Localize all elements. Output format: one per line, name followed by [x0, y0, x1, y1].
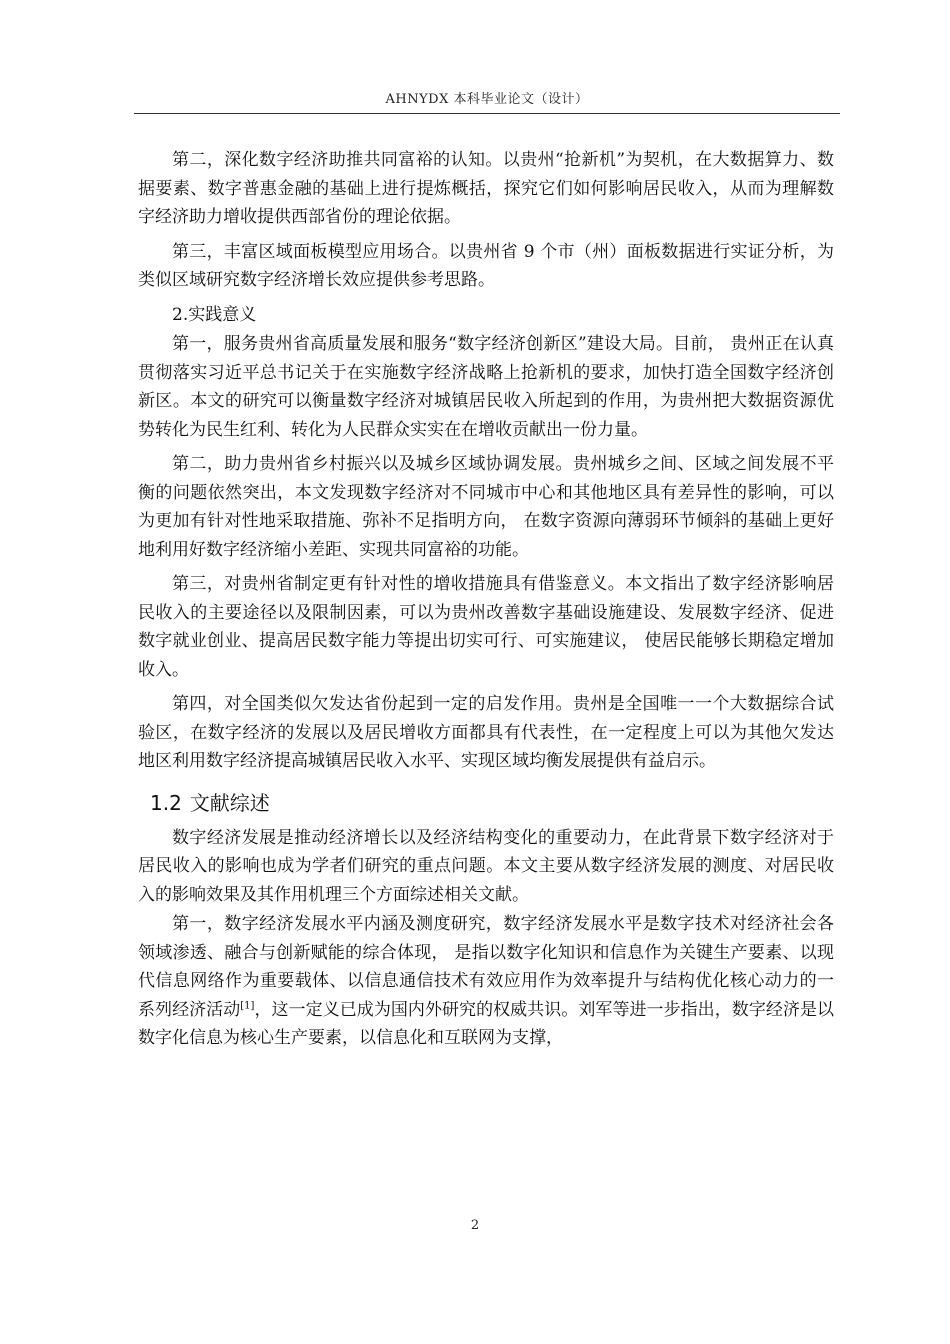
section-number: 1.2 [150, 790, 182, 815]
paragraph-practice-first: 第一，服务贵州省高质量发展和服务“数字经济创新区”建设大局。目前， 贵州正在认真贯彻落实习近平总书记关于在实施数字经济战略上抢新机的要求，加快打造全国数字经济创新区。本文的研究可以衡量数字经济对城镇居民收入所起到的作用，为贵州把大数据资源优势转化为民生红利、转化为人民群众实实在在增收贡献出一份力量。 [138, 334, 834, 440]
paragraph-practice-second: 第二，助力贵州省乡村振兴以及城乡区域协调发展。贵州城乡之间、区域之间发展不平衡的问题依然突出，本文发现数字经济对不同城市中心和其他地区具有差异性的影响，可以为更加有针对性地采取措施、弥补不足指明方向， 在数字资源向薄弱环节倾斜的基础上更好地利用好数字经济缩小差距、实现共同富裕的功能。 [138, 454, 834, 560]
paragraph-review-first [138, 910, 834, 1053]
body-text [138, 146, 834, 1059]
review-text-after-citation: ，这一定义已成为国内外研究的权威共识。刘军等进一步指出，数字经济是以数字化信息为核心生产要素，以信息化和互联网为支撑， [138, 999, 835, 1048]
paragraph-practice-third: 第三，对贵州省制定更有针对性的增收措施具有借鉴意义。本文指出了数字经济影响居民收入的主要途径以及限制因素，可以为贵州改善数字基础设施建设、发展数字经济、促进数字就业创业、提高居民数字能力等提出切实可行、可实施建议， 使居民能够长期稳定增加收入。 [138, 574, 834, 680]
page-number: 2 [470, 1218, 480, 1233]
practical-significance-heading: 2.实践意义 [172, 304, 257, 325]
header-divider [134, 113, 840, 114]
paragraph-practice-fourth: 第四，对全国类似欠发达省份起到一定的启发作用。贵州是全国唯一一个大数据综合试验区，在数字经济的发展以及居民增收方面都具有代表性，在一定程度上可以为其他欠发达地区利用数字经济提高城镇居民收入水平、实现区域均衡发展提供有益启示。 [138, 694, 834, 771]
running-header: AHNYDX 本科毕业论文（设计） [385, 92, 589, 107]
section-title: 文献综述 [189, 790, 270, 815]
citation-reference: [1] [240, 999, 255, 1011]
paragraph-theory-second: 第二，深化数字经济助推共同富裕的认知。以贵州“抢新机”为契机，在大数据算力、数据要素、数字普惠金融的基础上进行提炼概括，探究它们如何影响居民收入，从而为理解数字经济助力增收提供西部省份的理论依据。 [138, 150, 834, 227]
section-heading [150, 788, 834, 818]
paragraph-theory-third: 第三，丰富区域面板模型应用场合。以贵州省 9 个市（州）面板数据进行实证分析，为类似区域研究数字经济增长效应提供参考思路。 [138, 241, 834, 290]
paragraph-review-intro: 数字经济发展是推动经济增长以及经济结构变化的重要动力，在此背景下数字经济对于居民收入的影响也成为学者们研究的重点问题。本文主要从数字经济发展的测度、对居民收入的影响效果及其作用机理三个方面综述相关文献。 [138, 827, 834, 905]
review-text-before-citation: 第一，数字经济发展水平内涵及测度研究，数字经济发展水平是数字技术对经济社会各领域渗透、融合与创新赋能的综合体现， 是指以数字化知识和信息作为关键生产要素、以现代信息网络作为重要载体、以信息通信技术有效应用作为效率提升与结构优化核心动力的一系列经济活动 [138, 914, 834, 1020]
